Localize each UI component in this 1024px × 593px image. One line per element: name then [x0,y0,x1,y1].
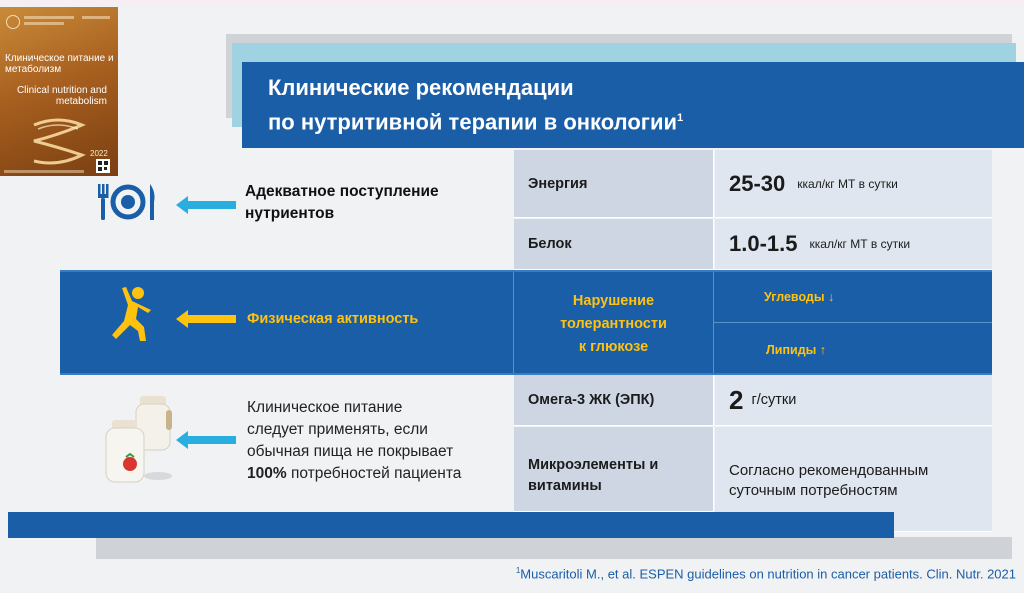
arrow-left-icon [176,431,236,449]
title-line1: Клинические рекомендации [268,75,574,100]
energy-unit: ккал/кг МТ в сутки [797,176,898,191]
arrow-left-icon [176,310,236,328]
cover-title-en: Clinical nutrition and metabolism [16,85,107,107]
protein-value-cell [715,219,992,270]
micro-label-cell [514,427,714,512]
exercising-person-icon [108,285,154,343]
reference-citation: $^1$Muscaritoli M., et al. ESPEN guidelines on nutrition in cancer patients. Clin. Nutr. 2021 [515,566,1016,582]
protein-label-cell [514,219,714,270]
bottom-blue-bar [8,512,894,538]
energy-label-cell [514,150,714,218]
omega-value-cell [715,375,992,426]
micro-label-line2: витамины [528,478,602,494]
arrow-left-icon [176,196,236,214]
bottom-shadow-bar [96,537,1012,559]
omega-unit: г/сутки [751,392,797,408]
omega-value: 2 [729,384,744,415]
protein-unit: ккал/кг МТ в сутки [809,237,911,251]
dna-spiral-icon [30,115,86,167]
cover-year: 2022 [90,149,108,158]
protein-label: Белок [528,236,572,252]
glucose-tolerance-label: Нарушение толерантности к глюкозе [560,293,667,355]
physical-activity-text: Физическая активность [247,311,419,327]
energy-value-cell [715,150,992,218]
micro-value-line1: Согласно рекомендованным [729,462,929,479]
omega-label: Омега-3 ЖК (ЭПК) [528,392,655,408]
protein-value: 1.0-1.5 [729,231,798,256]
cover-title-ru: Клиническое питание и метаболизм [5,53,114,75]
energy-value: 25-30 [729,170,786,196]
lipids-increase: Липиды ↑ [766,343,827,357]
clinical-nutrition-text: Клиническое питание следует применять, если обычная пища не покрывает 100% потребностей пациента [247,399,462,482]
top-line [0,0,1024,6]
micro-value-line2: суточным потребностям [729,482,898,499]
percent-bold: 100% [247,465,287,482]
page-title [268,72,788,137]
journal-cover [0,7,118,176]
title-footnote-mark: 1 [677,112,684,124]
qr-code-icon [96,159,110,173]
energy-label: Энергия [528,175,588,192]
omega-label-cell [514,375,714,426]
journal-logo-icon [6,15,20,29]
plate-fork-knife-icon [96,182,160,222]
carbs-decrease: Углеводы ↓ [764,290,835,304]
nutrition-bottles-icon [104,390,180,486]
micro-label-line1: Микроэлементы и [528,457,659,473]
nutrients-text: Адекватное поступление нутриентов [245,183,439,222]
title-line2: по нутритивной терапии в онкологии [268,109,677,135]
